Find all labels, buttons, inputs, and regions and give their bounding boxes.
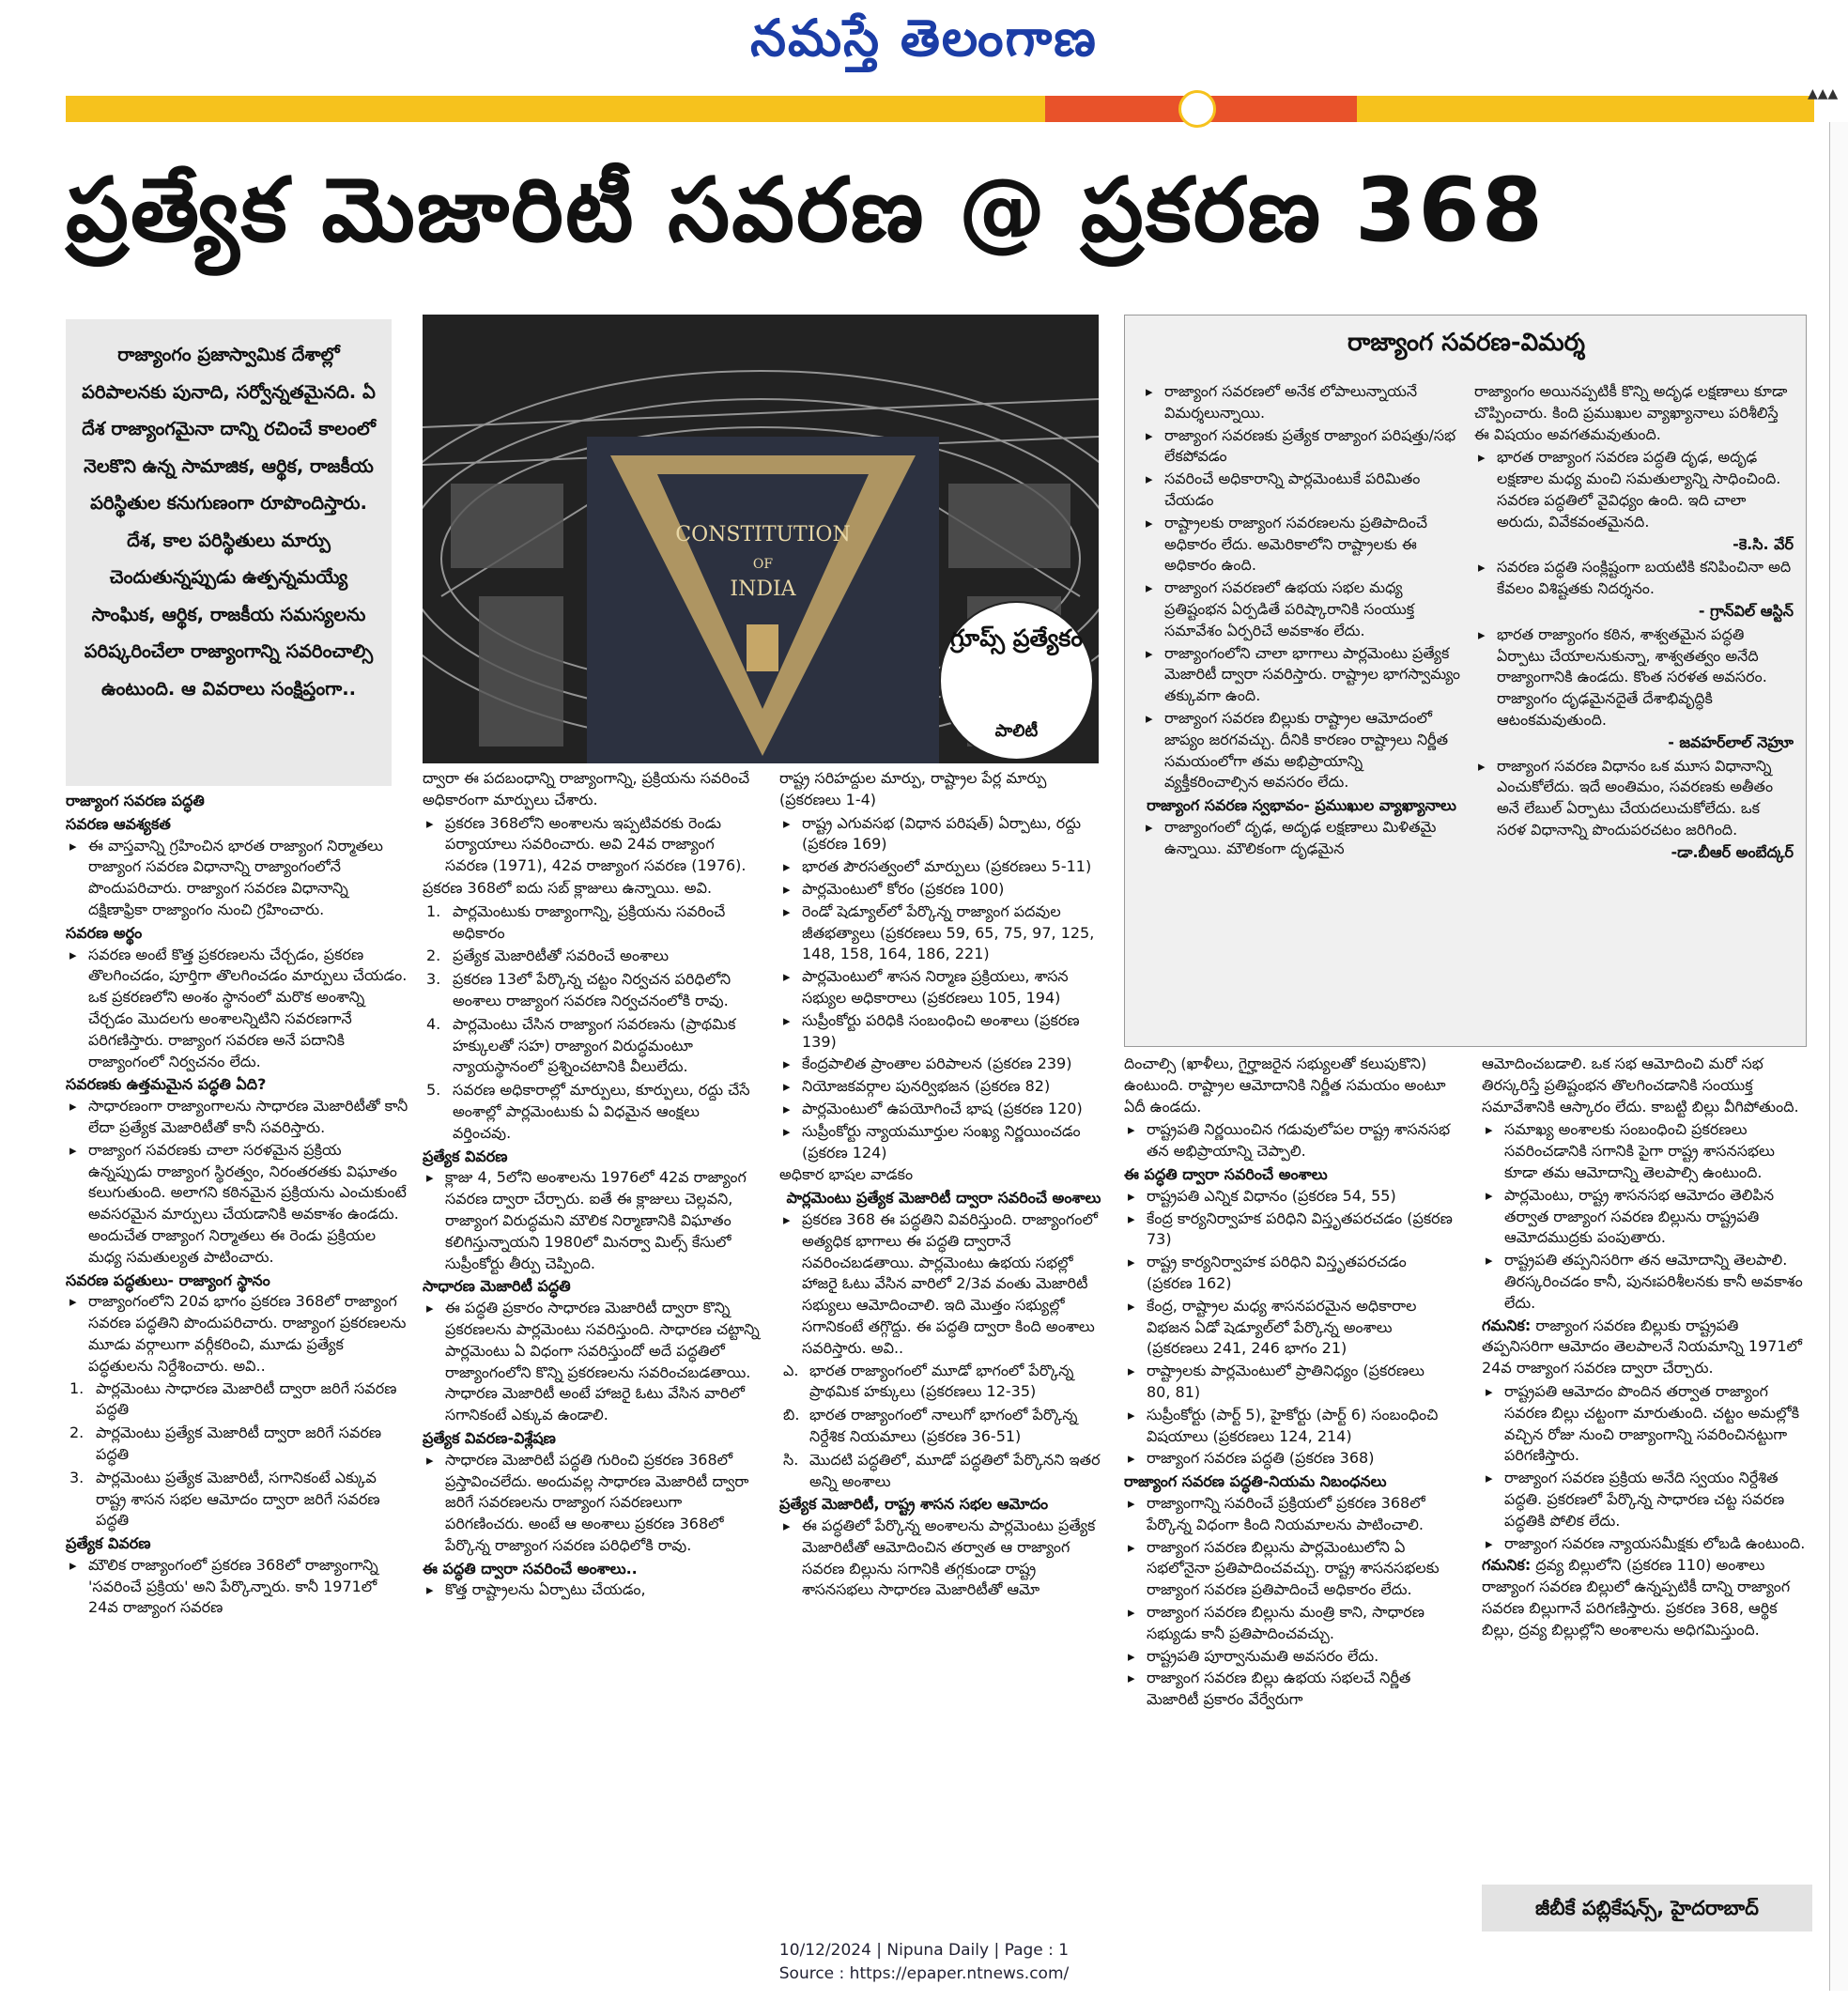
item-number: బి.	[783, 1406, 800, 1424]
item-text: భారత రాజ్యాంగంలో మూడో భాగంలో పేర్కొన్న ప్రాథమిక హక్కులు (ప్రకరణలు 12-35)	[809, 1361, 1074, 1401]
bullet-item: ▸ కేంద్ర కార్యనిర్వాహక పరిధిని విస్తృతపరచడం (ప్రకరణ 73)	[1124, 1208, 1453, 1252]
criticism-subhead: రాజ్యాంగ సవరణ స్వభావం- ప్రముఖుల వ్యాఖ్యానాలు	[1147, 796, 1456, 815]
bullet-item: ▸ రాజ్యాంగ సవరణ ప్రక్రియ అనేది స్వయం నిర్దేశిత పద్ధతి. ప్రకరణలో పేర్కొన్న సాధారణ చట్ట సవరణ పద్ధతికి పోలిక లేదు.	[1482, 1468, 1812, 1532]
item-number: 1.	[69, 1378, 85, 1397]
note-text: ద్రవ్య బిల్లులోని (ప్రకరణ 110) అంశాలు రాజ్యాంగ సవరణ బిల్లులో ఉన్నప్పటికీ దాన్ని రాజ్యాంగ సవరణ బిల్లుగానే పరిగణిస్తారు. ప్రకరణ 368, ఆర్థిక బిల్లు, ద్రవ్య బిల్లుల్లోని అంశాలను అధిగమిస్తుంది.	[1482, 1556, 1791, 1639]
bullet-item: ▸ భారత పౌరసత్వంలో మార్పులు (ప్రకరణలు 5-11)	[779, 856, 1108, 878]
bullet-item: ▸ భారత రాజ్యాంగం కఠిన, శాశ్వతమైన పద్ధతి ఏర్పాటు చేయాలనుకున్నా, శాశ్వతత్వం అనేది రాజ్యాంగానికి ఉండదు. కొంత సరళత అవసరం. రాజ్యాంగం దృఢమైనదైతే దేశాభివృద్ధికి ఆటంకమవుతుంది.	[1474, 624, 1794, 731]
bullet-item: ▸ పార్లమెంటులో కోరం (ప్రకరణ 100)	[779, 879, 1108, 900]
bullet-item: ▸ రాజ్యాంగంలోని 20వ భాగం ప్రకరణ 368లో రాజ్యాంగ సవరణ పద్ధతిని పొందుపరిచారు. రాజ్యాంగ ప్రకరణలను మూడు వర్గాలుగా వర్గీకరించి, మూడు ప్రత్యేక పద్ధతులను నిర్దేశించారు. అవి..	[66, 1291, 408, 1377]
item-text: పార్లమెంటు సాధారణ మెజారిటీ ద్వారా జరిగే సవరణ పద్ధతి	[96, 1378, 397, 1419]
section-heading: ఈ పద్ధతి ద్వారా సవరించే అంశాలు	[1124, 1164, 1328, 1183]
list-item: ▸ రాజ్యాంగ సవరణ బిల్లుకు రాష్ట్రాల ఆమోదంలో జాప్యం జరగవచ్చు. దీనికి కారణం రాష్ట్రాలు నిర్ణీత సమయంలోగా తమ అభిప్రాయాన్ని వ్యక్తీకరించాల్సిన అవసరం లేదు.	[1142, 708, 1461, 793]
paragraph: ప్రకరణ 368లో ఐదు సబ్ క్లాజులు ఉన్నాయి. అవి.	[423, 878, 713, 897]
paragraph: దించాల్సి (ఖాళీలు, గైర్హాజరైన సభ్యులతో కలుపుకొని) ఉంటుంది. రాష్ట్రాల ఆమోదానికి నిర్ణీత సమయం అంటూ ఏదీ ఉండదు.	[1124, 1054, 1446, 1116]
numbered-item	[423, 969, 761, 1012]
masthead-stripe-dot	[1178, 90, 1216, 128]
headline: ప్రత్యేక మెజారిటీ సవరణ @ ప్రకరణ 368	[66, 160, 1546, 262]
item-text: భారత రాజ్యాంగంలో నాలుగో భాగంలో పేర్కొన్న నిర్దేశిక నియమాలు (ప్రకరణ 36-51)	[809, 1406, 1078, 1445]
item-text: ప్రకరణ 13లో పేర్కొన్న చట్టం నిర్వచన పరిధిలోని అంశాలు రాజ్యాంగ సవరణ నిర్వచనంలోకి రావు.	[453, 970, 732, 1009]
list-item: ▸ రాజ్యాంగ సవరణలో ఉభయ సభల మధ్య ప్రతిష్టంభన ఏర్పడితే పరిష్కారానికి సంయుక్త సమావేశం ఏర్పరిచే అవకాశం లేదు.	[1142, 577, 1461, 641]
bullet-item: ▸ ఈ పద్ధతిలో పేర్కొన్న అంశాలను పార్లమెంటు ప్రత్యేక మెజారిటీతో ఆమోదించిన తర్వాత ఆ రాజ్యాంగ సవరణ బిల్లును సగానికి తగ్గకుండా రాష్ట్ర శాసనసభలు సాధారణ మెజారిటీతో ఆమో	[779, 1516, 1108, 1601]
criticism-left-column	[1142, 381, 1461, 861]
book-title-line2: OF	[752, 557, 774, 572]
numbered-item	[779, 1405, 1108, 1448]
section-heading: సవరణ పద్ధతులు- రాజ్యాంగ స్థానం	[66, 1270, 270, 1289]
section-heading: ప్రత్యేక మెజారిటీ, రాష్ట్ర శాసన సభల ఆమోదం	[779, 1495, 1049, 1514]
bullet-item: ▸ సమాఖ్య అంశాలకు సంబంధించి ప్రకరణలు సవరించడానికి సగానికి పైగా రాష్ట్ర శాసనసభలు కూడా తమ ఆమోదాన్ని తెలపాల్సి ఉంటుంది.	[1482, 1119, 1812, 1183]
masthead-stripe-yellow	[66, 96, 1045, 122]
paragraph: అధికార భాషల వాడకం	[779, 1165, 914, 1184]
bullet-item: ▸ రాష్ట్రపతి తప్పనిసరిగా తన ఆమోదాన్ని తెలపాలి. తిరస్కరించడం కానీ, పునఃపరిశీలనకు కానీ అవకాశం లేదు.	[1482, 1250, 1812, 1314]
edge-mark: ▲▲▲	[1808, 86, 1839, 101]
intro-box: రాజ్యాంగం ప్రజాస్వామిక దేశాల్లో పరిపాలనకు పునాది, సర్వోన్నతమైనది. ఏ దేశ రాజ్యాంగమైనా దాన్ని రచించే కాలంలో నెలకొని ఉన్న సామాజిక, ఆర్థిక, రాజకీయ పరిస్థితుల కనుగుణంగా రూపొందిస్తారు. దేశ, కాల పరిస్థితులు మార్పు చెందుతున్నప్పుడు ఉత్పన్నమయ్యే సాంఘిక, ఆర్థిక, రాజకీయ సమస్యలను పరిష్కరించేలా రాజ్యాంగాన్ని సవరించాల్సి ఉంటుంది. ఆ వివరాలు సంక్షిప్తంగా..	[66, 319, 392, 786]
article-column-5	[1482, 1054, 1812, 1643]
numbered-item	[423, 1014, 761, 1078]
bullet-item: ▸ ఈ వాస్తవాన్ని గ్రహించిన భారత రాజ్యాంగ నిర్మాతలు రాజ్యాంగ సవరణ విధానాన్ని రాజ్యాంగంలోనే పొందుపరిచారు. రాజ్యాంగ సవరణ విధానాన్ని దక్షిణాఫ్రికా రాజ్యాంగం నుంచి గ్రహించారు.	[66, 836, 408, 921]
bullet-item: ▸ కొత్త రాష్ట్రాలను ఏర్పాటు చేయడం,	[423, 1579, 761, 1601]
bullet-item: ▸ రాజ్యాంగ సవరణ బిల్లును పార్లమెంటులోని ఏ సభలోనైనా ప్రతిపాదించవచ్చు. రాష్ట్ర శాసనసభలకు రాజ్యాంగ సవరణ ప్రతిపాదించే అధికారం లేదు.	[1124, 1537, 1453, 1601]
bullet-item: ▸ రాజ్యాంగ సవరణ పద్ధతి (ప్రకరణ 368)	[1124, 1448, 1453, 1470]
note-label: గమనిక:	[1482, 1316, 1532, 1334]
bullet-item: ▸ మౌలిక రాజ్యాంగంలో ప్రకరణ 368లో రాజ్యాంగాన్ని 'సవరించే ప్రక్రియ' అని పేర్కొన్నారు. కానీ 1971లో 24వ రాజ్యాంగ సవరణ	[66, 1555, 408, 1619]
bullet-item: ▸ ప్రకరణ 368లోని అంశాలను ఇప్పటివరకు రెండు పర్యాయాలు సవరించారు. అవి 24వ రాజ్యాంగ సవరణ (1971), 42వ రాజ్యాంగ సవరణ (1976).	[423, 813, 761, 877]
footer-date-line: 10/12/2024 | Nipuna Daily | Page : 1	[778, 1941, 1070, 1960]
quote-author: -కె.సి. వేర్	[1732, 534, 1794, 553]
note-paragraph	[1482, 1555, 1812, 1640]
groups-special-badge: గ్రూప్స్ ప్రత్యేకం	[939, 601, 1094, 761]
item-number: సి.	[783, 1450, 799, 1469]
bullet-item: ▸ రాష్ట్రపతి పూర్వానుమతి అవసరం లేదు.	[1124, 1646, 1453, 1668]
list-item: ▸ సవరించే అధికారాన్ని పార్లమెంటుకే పరిమితం చేయడం	[1142, 469, 1461, 512]
item-text: పార్లమెంటుకు రాజ్యాంగాన్ని, ప్రక్రియను సవరించే అధికారం	[453, 901, 726, 942]
bullet-item: ▸ రాష్ట్రాలకు పార్లమెంటులో ప్రాతినిధ్యం (ప్రకరణలు 80, 81)	[1124, 1361, 1453, 1404]
numbered-item	[423, 946, 761, 967]
section-heading: సవరణ అర్థం	[66, 923, 143, 942]
item-text: సవరణ అధికారాల్లో మార్పులు, కూర్పులు, రద్దు చేసే అంశాల్లో పార్లమెంటుకు ఏ విధమైన ఆంక్షలు వర్తించవు.	[453, 1081, 750, 1142]
masthead	[0, 0, 1848, 89]
item-number: 2.	[426, 947, 441, 965]
quote-author: - జవహర్‌లాల్ నెహ్రూ	[1668, 732, 1794, 751]
item-number: 2.	[69, 1424, 85, 1442]
bullet-item: ▸ రాజ్యాంగ సవరణ విధానం ఒక మూస విధానాన్ని ఎంచుకోలేదు. ఇదే అంతిమం, సవరణకు అతీతం అనే లేబుల్ ఏర్పాటు చేయదలుచుకోలేదు. ఒక సరళ విధానాన్ని పొందుపరచటం జరిగింది.	[1474, 756, 1794, 841]
bullet-item: ▸ కేంద్ర, రాష్ట్రాల మధ్య శాసనపరమైన అధికారాల విభజన ఏడో షెడ్యూల్‌లో పేర్కొన్న అంశాలు (ప్రకరణలు 241, 246 భాగం 21)	[1124, 1296, 1453, 1360]
section-heading: పార్లమెంటు ప్రత్యేక మెజారిటీ ద్వారా సవరించే అంశాలు	[786, 1189, 1101, 1208]
quote-author: - గ్రాన్‌విల్ ఆస్టిన్	[1698, 601, 1794, 620]
criticism-box	[1124, 315, 1807, 1047]
note-text: రాజ్యాంగ సవరణ బిల్లుకు రాష్ట్రపతి తప్పనిసరిగా ఆమోదం తెలపాలనే నియమాన్ని 1971లో 24వ రాజ్యాంగ సవరణ ద్వారా చేర్చారు.	[1482, 1316, 1802, 1378]
bullet-item: ▸ రాష్ట్ర కార్యనిర్వాహక పరిధిని విస్తృతపరచడం (ప్రకరణ 162)	[1124, 1252, 1453, 1295]
item-number: 4.	[426, 1014, 441, 1033]
bullet-item: ▸ నియోజకవర్గాల పునర్విభజన (ప్రకరణ 82)	[779, 1076, 1108, 1098]
item-text: పార్లమెంటు చేసిన రాజ్యాంగ సవరణను (ప్రాథమిక హక్కులతో సహ) రాజ్యాంగ విరుద్ధమంటూ న్యాయస్థానంలో ప్రశ్నించటానికి వీలులేదు.	[453, 1014, 736, 1076]
criticism-right-column	[1474, 381, 1794, 866]
paragraph: రాజ్యాంగం అయినప్పటికీ కొన్ని అదృఢ లక్షణాలు కూడా చొప్పించారు. కింది ప్రముఖుల వ్యాఖ్యానాలు పరిశీలిస్తే ఈ విషయం అవగతమవుతుంది.	[1474, 382, 1788, 443]
bullet-item: ▸ రాజ్యాంగ సవరణ బిల్లు ఉభయ సభలచే నిర్ణీత మెజారిటీ ప్రకారం వేర్వేరుగా	[1124, 1668, 1453, 1711]
section-heading: సవరణకు ఉత్తమమైన పద్ధతి ఏది?	[66, 1075, 267, 1094]
bullet-item: ▸ క్లాజు 4, 5లోని అంశాలను 1976లో 42వ రాజ్యాంగ సవరణ ద్వారా చేర్చారు. ఐతే ఈ క్లాజులు చెల్లవని, రాజ్యాంగ విరుద్ధమని మౌలిక నిర్మాణానికి విఘాతం కలిగిస్తున్నాయని 1980లో మినర్వా మిల్స్ కేసులో సుప్రీంకోర్టు తీర్పు చెప్పింది.	[423, 1167, 761, 1274]
footer-source-line: Source : https://epaper.ntnews.com/	[778, 1964, 1070, 1983]
item-number: 3.	[426, 970, 441, 989]
bullet-item: ▸ రాజ్యాంగ సవరణ బిల్లును మంత్రి కాని, సాధారణ సభ్యుడు కానీ ప్రతిపాదించవచ్చు.	[1124, 1602, 1453, 1645]
bullet-item: ▸ సాధారణంగా రాజ్యాంగాలను సాధారణ మెజారిటీతో కానీ లేదా ప్రత్యేక మెజారిటీతో కానీ సవరిస్తారు.	[66, 1096, 408, 1139]
section-heading: ప్రత్యేక వివరణ	[66, 1534, 151, 1553]
quote-author: -డా.బీఆర్ అంబేద్కర్	[1671, 842, 1794, 861]
bullet-item: ▸ రాజ్యాంగ సవరణకు చాలా సరళమైన ప్రక్రియ ఉన్నప్పుడు రాజ్యాంగ స్థిరత్వం, నిరంతరతకు విఘాతం కలుగుతుంది. అలాగని కఠినమైన ప్రక్రియను ఎంచుకుంటే అవసరమైన మార్పులు చేయడానికి అవకాశం ఉండదు. అందుచేత రాజ్యాంగ నిర్మాతలు ఈ రెండు ప్రక్రియల మధ్య సమతుల్యత పాటించారు.	[66, 1140, 408, 1269]
item-text: పార్లమెంటు ప్రత్యేక మెజారిటీ, సగానికంటే ఎక్కువ రాష్ట్ర శాసన సభల ఆమోదం ద్వారా జరిగే సవరణ పద్ధతి	[96, 1468, 380, 1530]
section-heading: రాజ్యాంగ సవరణ పద్ధతి-నియమ నిబంధనలు	[1124, 1472, 1387, 1491]
bullet-item: ▸ పార్లమెంటులో శాసన నిర్మాణ ప్రక్రియలు, శాసన సభ్యుల అధికారాలు (ప్రకరణలు 105, 194)	[779, 966, 1108, 1009]
numbered-item	[423, 1080, 761, 1144]
bullet-item: ▸ సాధారణ మెజారిటీ పద్ధతి గురించి ప్రకరణ 368లో ప్రస్తావించలేదు. అందువల్ల సాధారణ మెజారిటీ ద్వారా జరిగే సవరణలను రాజ్యాంగ సవరణలుగా పరిగణించరు. అంటే ఆ అంశాలు ప్రకరణ 368లో పేర్కొన్న రాజ్యాంగ సవరణ పరిధిలోకి రావు.	[423, 1450, 761, 1557]
bullet-item: ▸ పార్లమెంటు, రాష్ట్ర శాసనసభ ఆమోదం తెలిపిన తర్వాత రాజ్యాంగ సవరణ బిల్లును రాష్ట్రపతి ఆమోదముద్రకు పంపుతారు.	[1482, 1185, 1812, 1249]
numbered-item	[66, 1423, 408, 1466]
bullet-item: ▸ రాజ్యాంగ సవరణ న్యాయసమీక్షకు లోబడి ఉంటుంది.	[1482, 1533, 1812, 1555]
bullet-item: ▸ రాష్ట్రపతి ఆమోదం పొందిన తర్వాత రాజ్యాంగ సవరణ బిల్లు చట్టంగా మారుతుంది. చట్టం అమల్లోకి వచ్చిన రోజు నుంచి రాజ్యాంగాన్ని సవరించినట్టుగా పరిగణిస్తారు.	[1482, 1381, 1812, 1467]
item-number: 3.	[69, 1468, 85, 1486]
bullet-item: ▸ ప్రకరణ 368 ఈ పద్ధతిని వివరిస్తుంది. రాజ్యాంగంలో అత్యధిక భాగాలు ఈ పద్ధతి ద్వారానే సవరించబడతాయి. పార్లమెంటు ఉభయ సభల్లో హాజరై ఓటు వేసిన వారిలో 2/3వ వంతు మెజారిటీ సభ్యులు ఆమోదించాలి. ఇది మొత్తం సభ్యుల్లో సగానికంటే తగ్గొద్దు. ఈ పద్ధతి ద్వారా కింది అంశాలు సవరిస్తారు. అవి..	[779, 1209, 1108, 1360]
section-heading: రాజ్యాంగ సవరణ పద్ధతి	[66, 792, 205, 809]
article-column-1	[66, 789, 408, 1620]
paragraph: ఆమోదించబడాలి. ఒక సభ ఆమోదించి మరో సభ తిరస్కరిస్తే ప్రతిష్టంభన తొలగించడానికి సంయుక్త సమావేశానికి ఆస్కారం లేదు. కాబట్టి బిల్లు వీగిపోతుంది.	[1482, 1054, 1799, 1116]
list-item: ▸ రాష్ట్రాలకు రాజ్యాంగ సవరణలను ప్రతిపాదించే అధికారం లేదు. అమెరికాలోని రాష్ట్రాలకు ఈ అధికారం ఉంది.	[1142, 513, 1461, 577]
note-label: గమనిక:	[1482, 1556, 1532, 1575]
item-number: 5.	[426, 1081, 441, 1100]
article-column-2	[423, 768, 761, 1602]
bullet-item: ▸ సవరణ పద్ధతి సంక్లిష్టంగా బయటికి కనిపించినా అది కేవలం విశిష్టతకు నిదర్శనం.	[1474, 557, 1794, 600]
note-paragraph	[1482, 1316, 1812, 1379]
book-title-line3: INDIA	[730, 577, 796, 601]
list-item: ▸ రాజ్యాంగ సవరణలో అనేక లోపాలున్నాయనే విమర్శలున్నాయి.	[1142, 381, 1461, 424]
article-column-4	[1124, 1054, 1453, 1712]
adjacent-page-strip	[1829, 122, 1848, 1991]
article-column-3	[779, 768, 1108, 1602]
numbered-item	[779, 1361, 1108, 1404]
bullet-item: ▸ రెండో షెడ్యూల్‌లో పేర్కొన్న రాజ్యాంగ పదవుల జీతభత్యాలు (ప్రకరణలు 59, 65, 75, 97, 125, 148, 158, 164, 186, 221)	[779, 901, 1108, 965]
numbered-item	[779, 1450, 1108, 1493]
item-number: 1.	[426, 901, 441, 920]
item-text: మొదటి పద్ధతిలో, మూడో పద్ధతిలో పేర్కొనని ఇతర అన్ని అంశాలు	[809, 1450, 1101, 1490]
list-item: ▸ రాజ్యాంగంలోని చాలా భాగాలు పార్లమెంటు ప్రత్యేక మెజారిటీ ద్వారా సవరిస్తారు. రాష్ట్రాల భాగస్వామ్యం తక్కువగా ఉంది.	[1142, 643, 1461, 707]
bullet-item: ▸ ఈ పద్ధతి ప్రకారం సాధారణ మెజారిటీ ద్వారా కొన్ని ప్రకరణలను పార్లమెంటు సవరిస్తుంది. సాధారణ చట్టాన్ని పార్లమెంటు ఏ విధంగా సవరిస్తుందో అదే పద్ధతిలో రాజ్యాంగంలోని కొన్ని ప్రకరణలను సవరించబడతాయి. సాధారణ మెజారిటీ అంటే హాజరై ఓటు వేసిన వారిలో సగానికంటే ఎక్కువ ఉండాలి.	[423, 1298, 761, 1426]
bullet-item: ▸ భారత రాజ్యాంగ సవరణ పద్ధతి దృఢ, అదృఢ లక్షణాల మధ్య మంచి సమతుల్యాన్ని సాధించింది. సవరణ పద్ధతిలో వైవిధ్యం ఉంది. ఇది చాలా అరుదు, వివేకవంతమైనది.	[1474, 447, 1794, 532]
section-heading: సవరణ ఆవశ్యకత	[66, 814, 171, 833]
polity-tag: పాలిటీ	[994, 721, 1039, 741]
bullet-item: ▸ కేంద్రపాలిత ప్రాంతాల పరిపాలన (ప్రకరణ 239)	[779, 1054, 1108, 1075]
list-item: ▸ రాజ్యాంగంలో దృఢ, అదృఢ లక్షణాలు మిళితమై ఉన్నాయి. మౌలికంగా దృఢమైన	[1142, 817, 1461, 860]
book-title-line1: CONSTITUTION	[675, 523, 851, 546]
newspaper-logo: నమస్తే తెలంగాణ	[750, 8, 1098, 68]
item-number: ఎ.	[783, 1361, 799, 1379]
bullet-item: ▸ సుప్రీంకోర్టు (పార్ట్ 5), హైకోర్టు (పార్ట్ 6) సంబంధించి విషయాలు (ప్రకరణలు 124, 214)	[1124, 1405, 1453, 1448]
bullet-item: ▸ రాష్ట్రపతి ఎన్నిక విధానం (ప్రకరణ 54, 55)	[1124, 1186, 1453, 1208]
bullet-item: ▸ రాష్ట్రపతి నిర్ణయించిన గడువులోపల రాష్ట్ర శాసనసభ తన అభిప్రాయాన్ని చెప్పాలి.	[1124, 1119, 1453, 1162]
bullet-item: ▸ సవరణ అంటే కొత్త ప్రకరణలను చేర్చడం, ప్రకరణ తొలగించడం, పూర్తిగా తొలగించడం మార్పులు చేయడం. ఒక ప్రకరణలోని అంశం స్థానంలో మరొక అంశాన్ని చేర్చడం మొదలగు అంశాలన్నిటిని సవరణగానే పరిగణిస్తారు. రాజ్యాంగ సవరణ అనే పదానికి రాజ్యాంగంలో నిర్వచనం లేదు.	[66, 945, 408, 1073]
section-heading: ప్రత్యేక వివరణ	[423, 1147, 508, 1165]
bullet-item: ▸ రాజ్యాంగాన్ని సవరించే ప్రక్రియలో ప్రకరణ 368లో పేర్కొన్న విధంగా కింది నియమాలను పాటించాలి.	[1124, 1493, 1453, 1536]
section-heading: ఈ పద్ధతి ద్వారా సవరించే అంశాలు..	[423, 1559, 638, 1578]
section-heading: సాధారణ మెజారిటీ పద్ధతి	[423, 1277, 571, 1296]
list-item: ▸ రాజ్యాంగ సవరణకు ప్రత్యేక రాజ్యాంగ పరిషత్తు/సభ లేకపోవడం	[1142, 425, 1461, 469]
item-text: ప్రత్యేక మెజారిటీతో సవరించే అంశాలు	[453, 947, 670, 965]
bullet-item: ▸ సుప్రీంకోర్టు న్యాయమూర్తుల సంఖ్య నిర్ణయించడం (ప్రకరణ 124)	[779, 1121, 1108, 1164]
publisher-credit: జీబీకే పబ్లికేషన్స్, హైదరాబాద్	[1482, 1885, 1812, 1932]
masthead-stripe-yellow-right	[1357, 96, 1814, 122]
bullet-item: ▸ పార్లమెంటులో ఉపయోగించే భాష (ప్రకరణ 120)	[779, 1099, 1108, 1120]
section-heading: ప్రత్యేక వివరణ-విశ్లేషణ	[423, 1428, 556, 1447]
paragraph: రాష్ట్ర సరిహద్దుల మార్పు, రాష్ట్రాల పేర్ల మార్పు (ప్రకరణలు 1-4)	[779, 769, 1047, 808]
numbered-item	[66, 1378, 408, 1422]
bullet-item: ▸ సుప్రీంకోర్టు పరిధికి సంబంధించి అంశాలు (ప్రకరణ 139)	[779, 1010, 1108, 1054]
item-text: పార్లమెంటు ప్రత్యేక మెజారిటీ ద్వారా జరిగే సవరణ పద్ధతి	[96, 1424, 382, 1463]
criticism-box-title: రాజ్యాంగ సవరణ-విమర్శ	[1347, 329, 1586, 357]
bullet-item: ▸ రాష్ట్ర ఎగువసభ (విధాన పరిషత్) ఏర్పాటు, రద్దు (ప్రకరణ 169)	[779, 813, 1108, 856]
numbered-item	[423, 901, 761, 945]
numbered-item	[66, 1468, 408, 1532]
paragraph: ద్వారా ఈ పదబంధాన్ని రాజ్యాంగాన్ని, ప్రక్రియను సవరించే అధికారంగా మార్పులు చేశారు.	[423, 769, 750, 808]
